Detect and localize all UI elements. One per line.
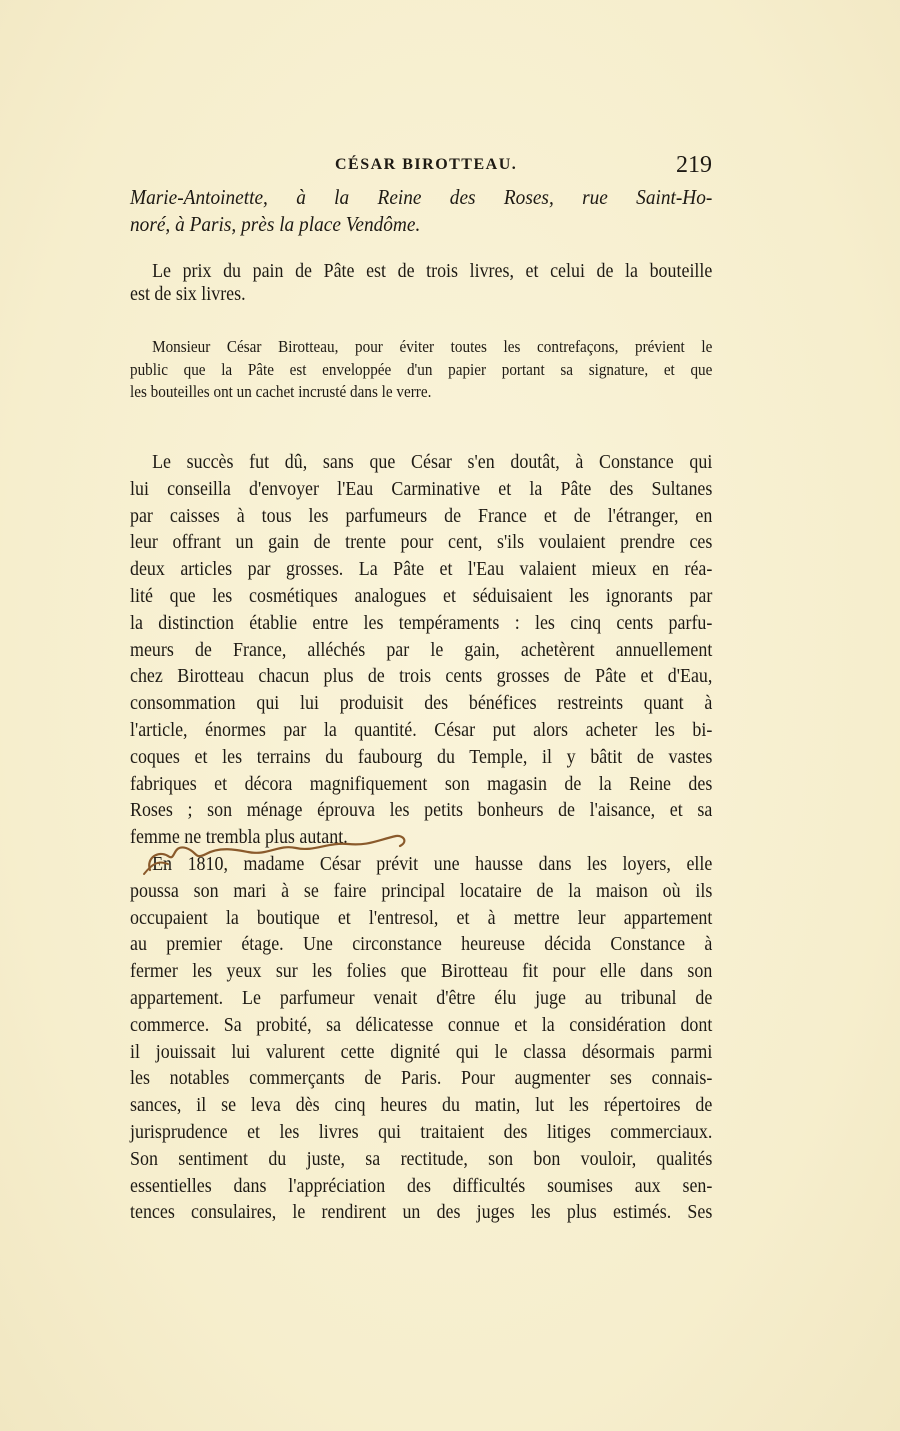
text-line: Le succès fut dû, sans que César s'en doutât, à Constance qui [152, 452, 713, 473]
text-line: En 1810, madame César prévit une hausse dans les loyers, elle [152, 853, 713, 875]
text-line: commerce. Sa probité, sa délicatesse connue et la considération dont [130, 1014, 713, 1036]
text-line: est de six livres. [130, 283, 246, 305]
text-line: Le prix du pain de Pâte est de trois livres, et celui de la bouteille [152, 261, 713, 282]
text-line: tences consulaires, le rendirent un des juges les plus estimés. Ses [130, 1202, 713, 1224]
text-line: jurisprudence et les livres qui traitaient des litiges commerciaux. [130, 1121, 713, 1143]
text-line: consommation qui lui produisit des bénéfices restreints quant à [130, 693, 713, 715]
text-line: au premier étage. Une circonstance heureuse décida Constance à [130, 934, 713, 956]
italic-address [130, 184, 712, 238]
text-line: les notables commerçants de Paris. Pour augmenter ses connais- [130, 1068, 713, 1090]
text-line: il jouissait lui valurent cette dignité qui le classa désormais parmi [130, 1041, 713, 1063]
text-line: occupaient la boutique et l'entresol, et à mettre leur appartement [130, 907, 713, 929]
text-line: Marie-Antoinette, à la Reine des Roses, rue Saint-Ho- [130, 185, 713, 209]
text-line: les bouteilles ont un cachet incrusté dans le verre. [130, 382, 432, 401]
page-number: 219 [676, 152, 712, 178]
price-paragraph [130, 259, 712, 309]
text-line: lité que les cosmétiques analogues et séduisaient les ignorants par [130, 585, 713, 607]
page-header [130, 154, 712, 182]
text-line: Son sentiment du juste, sa rectitude, son bon vouloir, qualités [130, 1148, 713, 1170]
pen-scribble-mark [128, 830, 418, 880]
text-line: Monsieur César Birotteau, pour éviter toutes les contrefaçons, prévient le [152, 337, 713, 356]
text-line: fabriques et décora magnifiquement son magasin de la Reine des [130, 773, 713, 795]
text-line: fermer les yeux sur les folies que Birotteau fit pour elle dans son [130, 961, 713, 983]
notice-paragraph [130, 336, 712, 404]
text-line: par caisses à tous les parfumeurs de France et de l'étranger, en [130, 505, 713, 527]
text-line: public que la Pâte est enveloppée d'un papier portant sa signature, et que [130, 359, 713, 379]
text-line: lui conseilla d'envoyer l'Eau Carminative et la Pâte des Sultanes [130, 478, 713, 500]
text-line: noré, à Paris, près la place Vendôme. [130, 212, 421, 236]
text-line: femme ne trembla plus autant. [130, 827, 348, 849]
text-line: Roses ; son ménage éprouva les petits bonheurs de l'aisance, et sa [130, 800, 713, 822]
text-line: l'article, énormes par la quantité. César put alors acheter les bi- [130, 719, 713, 741]
text-line: poussa son mari à se faire principal locataire de la maison où ils [130, 880, 713, 902]
text-line: deux articles par grosses. La Pâte et l'Eau valaient mieux en réa- [130, 559, 713, 581]
text-line: meurs de France, alléchés par le gain, achetèrent annuellement [130, 639, 713, 661]
text-line: chez Birotteau chacun plus de trois cents grosses de Pâte et d'Eau, [130, 666, 713, 688]
running-title: CÉSAR BIROTTEAU. [335, 156, 518, 173]
text-line: sances, il se leva dès cinq heures du matin, lut les répertoires de [130, 1095, 713, 1117]
text-line: leur offrant un gain de trente pour cent, s'ils voulaient prendre ces [130, 532, 713, 554]
text-line: la distinction établie entre les tempéraments : les cinq cents parfu- [130, 612, 713, 634]
text-line: essentielles dans l'appréciation des difficultés soumises aux sen- [130, 1175, 713, 1197]
text-line: appartement. Le parfumeur venait d'être élu juge au tribunal de [130, 987, 713, 1009]
text-line: coques et les terrains du faubourg du Temple, il y bâtit de vastes [130, 746, 713, 768]
